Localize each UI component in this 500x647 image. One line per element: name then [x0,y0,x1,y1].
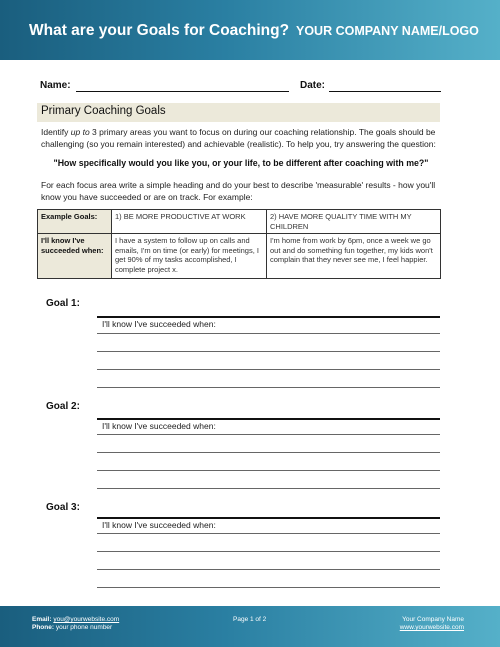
page-title: What are your Goals for Coaching? [29,22,290,39]
name-field[interactable] [76,91,289,92]
goal-3-label: Goal 3: [46,502,80,513]
footer-company-name: Your Company Name [402,616,464,623]
table-row [38,234,441,279]
goal-1-line[interactable] [97,369,440,370]
goal-1-line[interactable] [97,351,440,352]
page-header [0,0,500,60]
website-link[interactable]: www.yourwebsite.com [399,624,464,631]
email-link[interactable]: you@yourwebsite.com [53,616,120,623]
example-goals-table [37,209,441,279]
goal-2-line[interactable] [97,434,440,435]
page-footer [0,606,500,647]
goal-2-line[interactable] [97,470,440,471]
goal-1-box[interactable] [97,316,440,329]
intro-paragraph: Identify up to 3 primary areas you want to focus on during our coaching relationship. The goals should be challenging (so you remain interested) and achievable (realistic). To help you, try answering the question: [41,127,436,149]
goal-3-line[interactable] [97,533,440,534]
footer-contact [32,616,119,632]
table-cell: 1) BE MORE PRODUCTIVE AT WORK [112,210,267,234]
email-label: Email: [32,616,52,623]
key-question: "How specifically would you like you, or your life, to be different after coaching with me?" [53,158,429,168]
footer-company [400,616,464,632]
company-logo-text: YOUR COMPANY NAME/LOGO [296,24,479,38]
table-row-header: Example Goals: [38,210,112,234]
goal-2-label: Goal 2: [46,401,80,412]
goal-1-label: Goal 1: [46,298,80,309]
goal-3-box[interactable] [97,517,440,530]
goal-2-line[interactable] [97,452,440,453]
page-number: Page 1 of 2 [233,616,267,623]
goal-1-success-label: I'll know I've succeeded when: [102,319,216,329]
goal-3-success-label: I'll know I've succeeded when: [102,520,216,530]
table-row [38,210,441,234]
name-label: Name: [40,80,71,91]
goal-1-line[interactable] [97,387,440,388]
table-cell: I have a system to follow up on calls and emails, I'm on time (or early) for meetings, I get 90% of my tasks accomplished, I complete project x. [112,234,267,279]
phone-number: your phone number [55,624,113,631]
goal-3-line[interactable] [97,551,440,552]
goal-2-success-label: I'll know I've succeeded when: [102,421,216,431]
goal-2-box[interactable] [97,418,440,431]
goal-3-line[interactable] [97,587,440,588]
goal-2-line[interactable] [97,488,440,489]
table-cell: I'm home from work by 6pm, once a week we go out and do something fun together, my kids won't complain that they never see me, I feel happier. [267,234,441,279]
date-field[interactable] [329,91,441,92]
phone-label: Phone: [32,624,55,631]
instruction-paragraph: For each focus area write a simple heading and do your best to describe 'measurable' results - how you'll know you have succeeded or are on track. For example: [41,180,436,202]
goal-1-line[interactable] [97,333,440,334]
table-cell: 2) HAVE MORE QUALITY TIME WITH MY CHILDREN [267,210,441,234]
date-label: Date: [300,80,326,91]
table-row-header: I'll know I've succeeded when: [38,234,112,279]
goal-3-line[interactable] [97,569,440,570]
section-title: Primary Coaching Goals [37,103,440,122]
